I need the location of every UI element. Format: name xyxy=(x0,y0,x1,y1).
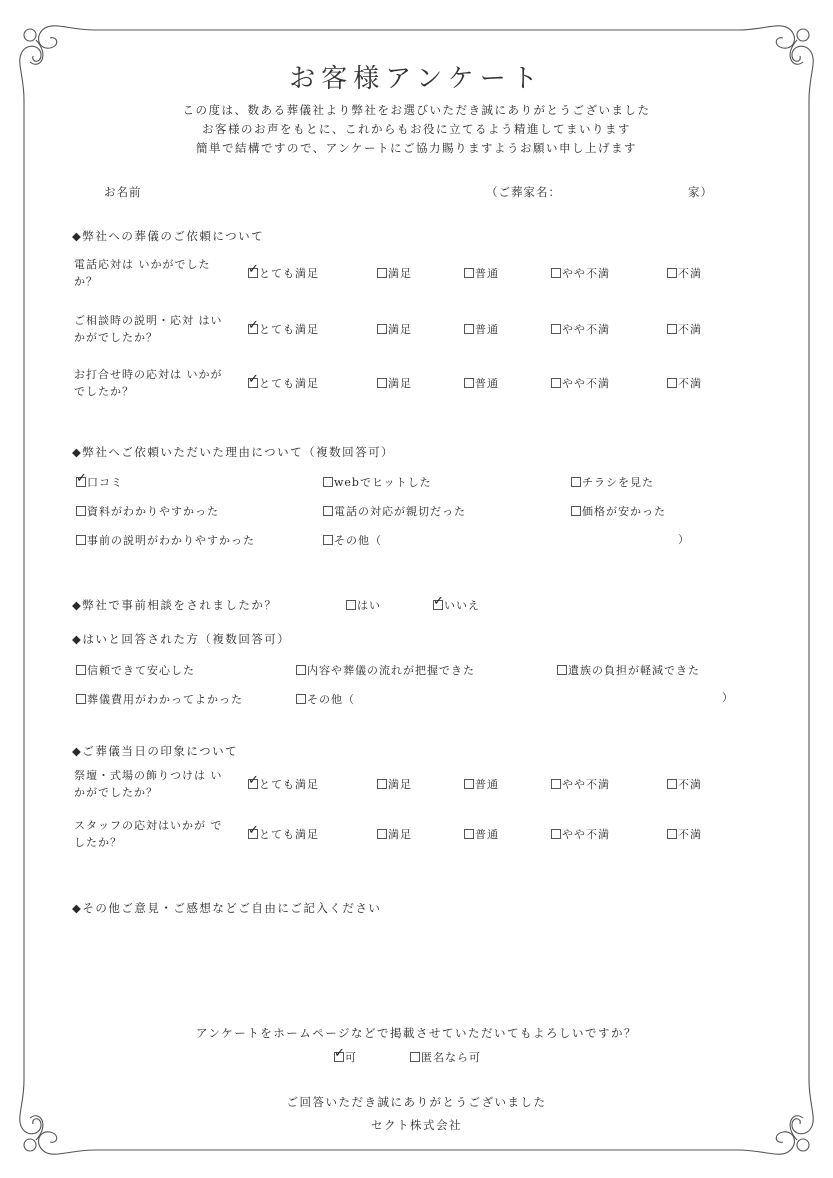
rating-option[interactable] xyxy=(551,776,610,792)
rating-option[interactable] xyxy=(248,776,319,792)
option-label: とても満足 xyxy=(259,377,319,390)
option-label: やや不満 xyxy=(562,323,610,336)
option-label: 遺族の負担が軽減できた xyxy=(568,664,700,677)
option-label: 普通 xyxy=(475,267,499,280)
option-label: とても満足 xyxy=(259,778,319,791)
option-label: 満足 xyxy=(388,778,412,791)
checkbox[interactable] xyxy=(377,378,387,388)
yes-reason-option[interactable] xyxy=(296,691,355,707)
reason-option[interactable] xyxy=(76,474,123,490)
closing-message: ご回答いただき誠にありがとうございました xyxy=(286,1095,547,1109)
checkbox[interactable] xyxy=(667,268,677,278)
checkbox[interactable] xyxy=(464,378,474,388)
option-label: 不満 xyxy=(678,778,702,791)
company-name: セクト株式会社 xyxy=(371,1118,462,1132)
rating-option[interactable] xyxy=(667,265,702,281)
checkbox[interactable] xyxy=(667,829,677,839)
rating-option[interactable] xyxy=(377,265,412,281)
checkbox[interactable] xyxy=(248,829,258,839)
checkbox[interactable] xyxy=(76,665,86,675)
intro-line-2: お客様のお声をもとに、これからもお役に立てるよう精進してまいります xyxy=(202,122,631,136)
option-label: 口コミ xyxy=(87,476,123,489)
reason-option[interactable] xyxy=(323,532,382,548)
option-label: とても満足 xyxy=(259,323,319,336)
comments-area[interactable] xyxy=(72,925,762,1010)
option-label: 不満 xyxy=(678,828,702,841)
checkbox[interactable] xyxy=(410,1052,420,1062)
option-label: 信頼できて安心した xyxy=(87,664,195,677)
question-text: ご相談時の説明・応対 はいかがでしたか？ xyxy=(74,314,223,344)
checkbox[interactable] xyxy=(248,324,258,334)
rating-option[interactable] xyxy=(464,826,499,842)
publish-option-anonymous[interactable] xyxy=(410,1049,481,1065)
question-text: お打合せ時の応対は いかがでしたか？ xyxy=(74,368,223,398)
checkbox[interactable] xyxy=(464,829,474,839)
section-heading-consultation: ◆弊社で事前相談をされましたか？ xyxy=(72,598,278,612)
rating-option[interactable] xyxy=(248,375,319,391)
question-text: スタッフの応対はいかが でしたか？ xyxy=(74,819,223,849)
option-label: 満足 xyxy=(388,323,412,336)
option-label: はい xyxy=(357,599,381,612)
rating-option[interactable] xyxy=(551,265,610,281)
family-name-suffix: 家） xyxy=(688,185,713,199)
rating-option[interactable] xyxy=(667,776,702,792)
reason-option[interactable] xyxy=(571,503,666,519)
checkbox[interactable] xyxy=(334,1052,344,1062)
checkbox[interactable] xyxy=(76,506,86,516)
reason-option[interactable] xyxy=(76,532,255,548)
option-label: 価格が安かった xyxy=(582,505,666,518)
rating-option[interactable] xyxy=(667,826,702,842)
option-label: 資料がわかりやすかった xyxy=(87,505,219,518)
yes-reason-option[interactable] xyxy=(76,662,195,678)
checkbox[interactable] xyxy=(551,378,561,388)
yes-reason-option[interactable] xyxy=(296,662,475,678)
checkbox[interactable] xyxy=(296,665,306,675)
rating-option[interactable] xyxy=(464,375,499,391)
option-label: 事前の説明がわかりやすかった xyxy=(87,534,255,547)
rating-option[interactable] xyxy=(464,776,499,792)
checkbox[interactable] xyxy=(667,378,677,388)
checkbox[interactable] xyxy=(346,600,356,610)
family-name-label: （ご葬家名： xyxy=(486,185,561,199)
checkbox[interactable] xyxy=(464,324,474,334)
checkbox[interactable] xyxy=(377,829,387,839)
section-heading-impression: ◆ご葬儀当日の印象について xyxy=(72,744,239,758)
checkbox[interactable] xyxy=(377,779,387,789)
checkbox[interactable] xyxy=(76,535,86,545)
section-heading-comments: ◆その他ご意見・ご感想などご自由にご記入ください xyxy=(72,901,382,915)
option-label: やや不満 xyxy=(562,267,610,280)
option-label: 葬儀費用がわかってよかった xyxy=(87,693,243,706)
option-label: 不満 xyxy=(678,323,702,336)
checkbox[interactable] xyxy=(464,268,474,278)
checkbox[interactable] xyxy=(76,477,86,487)
rating-option[interactable] xyxy=(377,375,412,391)
option-label: とても満足 xyxy=(259,828,319,841)
option-label: 普通 xyxy=(475,323,499,336)
consultation-yes-option[interactable] xyxy=(346,597,381,613)
checkbox[interactable] xyxy=(377,268,387,278)
option-label: チラシを見た xyxy=(582,476,654,489)
rating-option[interactable] xyxy=(377,826,412,842)
option-label: いいえ xyxy=(444,599,480,612)
checkbox[interactable] xyxy=(571,506,581,516)
consultation-no-option[interactable] xyxy=(433,597,480,613)
other-close-paren: ） xyxy=(722,691,733,704)
option-label: やや不満 xyxy=(562,828,610,841)
checkbox[interactable] xyxy=(551,829,561,839)
rating-option[interactable] xyxy=(248,321,319,337)
checkbox[interactable] xyxy=(323,506,333,516)
checkbox[interactable] xyxy=(551,324,561,334)
reason-option[interactable] xyxy=(571,474,654,490)
checkbox[interactable] xyxy=(323,535,333,545)
rating-option[interactable] xyxy=(667,321,702,337)
publish-option-allow[interactable] xyxy=(334,1049,357,1065)
reason-option[interactable] xyxy=(76,503,219,519)
checkbox[interactable] xyxy=(248,268,258,278)
checkbox[interactable] xyxy=(557,665,567,675)
rating-option[interactable] xyxy=(551,826,610,842)
name-label: お名前 xyxy=(104,185,142,199)
rating-option[interactable] xyxy=(551,375,610,391)
option-label: とても満足 xyxy=(259,267,319,280)
option-label: その他（ xyxy=(307,693,355,706)
checkbox[interactable] xyxy=(76,694,86,704)
checkbox[interactable] xyxy=(571,477,581,487)
checkbox[interactable] xyxy=(377,324,387,334)
rating-option[interactable] xyxy=(377,776,412,792)
intro-line-1: この度は、数ある葬儀社より弊社をお選びいただき誠にありがとうございました xyxy=(182,103,651,117)
option-label: 不満 xyxy=(678,377,702,390)
section-heading-yes-reasons: ◆はいと回答された方（複数回答可） xyxy=(72,632,291,646)
rating-option[interactable] xyxy=(377,321,412,337)
checkbox[interactable] xyxy=(323,477,333,487)
option-label: 不満 xyxy=(678,267,702,280)
option-label: 可 xyxy=(345,1051,357,1064)
reason-option[interactable] xyxy=(323,474,432,490)
checkbox[interactable] xyxy=(551,268,561,278)
checkbox[interactable] xyxy=(667,324,677,334)
reason-option[interactable] xyxy=(323,503,466,519)
question-text: 祭壇・式場の飾りつけは いかがでしたか？ xyxy=(74,769,223,799)
rating-option[interactable] xyxy=(248,826,319,842)
intro-line-3: 簡単で結構ですので、アンケートにご協力賜りますようお願い申し上げます xyxy=(195,141,638,155)
option-label: 普通 xyxy=(475,778,499,791)
rating-option[interactable] xyxy=(248,265,319,281)
option-label: 普通 xyxy=(475,828,499,841)
checkbox[interactable] xyxy=(667,779,677,789)
option-label: その他（ xyxy=(334,534,382,547)
checkbox[interactable] xyxy=(248,378,258,388)
option-label: 電話の対応が親切だった xyxy=(334,505,466,518)
option-label: 内容や葬儀の流れが把握できた xyxy=(307,664,475,677)
rating-option[interactable] xyxy=(551,321,610,337)
publish-question: アンケートをホームページなどで掲載させていただいてもよろしいですか？ xyxy=(195,1026,638,1040)
checkbox[interactable] xyxy=(464,779,474,789)
option-label: webでヒットした xyxy=(334,476,432,489)
rating-option[interactable] xyxy=(464,265,499,281)
rating-option[interactable] xyxy=(464,321,499,337)
yes-reason-option[interactable] xyxy=(557,662,700,678)
question-text: 電話応対は いかがでしたか？ xyxy=(74,258,211,288)
option-label: やや不満 xyxy=(562,778,610,791)
other-close-paren: ） xyxy=(678,533,689,546)
page-title: お客様アンケート xyxy=(289,64,544,94)
checkbox[interactable] xyxy=(551,779,561,789)
option-label: 匿名なら可 xyxy=(421,1051,481,1064)
section-heading-request: ◆弊社への葬儀のご依頼について xyxy=(72,229,265,243)
checkbox[interactable] xyxy=(296,694,306,704)
section-heading-reasons: ◆弊社へご依頼いただいた理由について（複数回答可） xyxy=(72,445,395,459)
yes-reason-option[interactable] xyxy=(76,691,243,707)
option-label: 満足 xyxy=(388,828,412,841)
checkbox[interactable] xyxy=(433,600,443,610)
checkbox[interactable] xyxy=(248,779,258,789)
option-label: やや不満 xyxy=(562,377,610,390)
option-label: 普通 xyxy=(475,377,499,390)
option-label: 満足 xyxy=(388,377,412,390)
option-label: 満足 xyxy=(388,267,412,280)
rating-option[interactable] xyxy=(667,375,702,391)
